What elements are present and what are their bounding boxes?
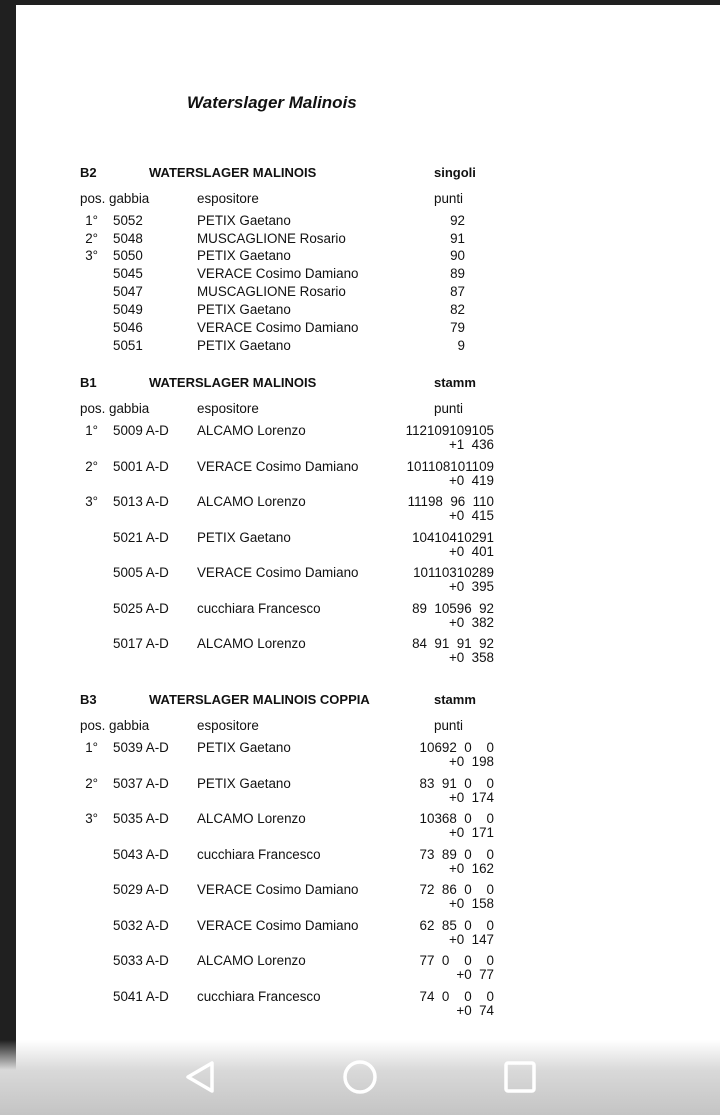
section-code: B1 bbox=[80, 375, 97, 390]
row-position: 3° bbox=[85, 811, 98, 826]
row-cage: 5017 A-D bbox=[113, 636, 169, 651]
table-row bbox=[16, 319, 720, 337]
row-exhibitor: MUSCAGLIONE Rosario bbox=[197, 284, 346, 299]
row-total: +0 395 bbox=[448, 579, 494, 594]
table-row bbox=[16, 952, 720, 988]
table-row bbox=[16, 230, 720, 248]
table-row bbox=[16, 775, 720, 811]
row-total: +0 401 bbox=[448, 544, 494, 559]
home-button[interactable] bbox=[340, 1057, 380, 1097]
row-exhibitor: VERACE Cosimo Damiano bbox=[197, 266, 359, 281]
row-exhibitor: PETIX Gaetano bbox=[197, 338, 291, 353]
row-cage: 5025 A-D bbox=[113, 601, 169, 616]
table-row bbox=[16, 600, 720, 636]
table-row bbox=[16, 212, 720, 230]
row-points: 79 bbox=[450, 320, 465, 335]
row-scores: 112109109105 bbox=[405, 423, 494, 438]
row-scores: 10368 0 0 bbox=[419, 811, 494, 826]
back-button[interactable] bbox=[181, 1057, 221, 1097]
row-exhibitor: PETIX Gaetano bbox=[197, 213, 291, 228]
section-code: B3 bbox=[80, 692, 97, 707]
table-row bbox=[16, 422, 720, 458]
row-points: 90 bbox=[450, 248, 465, 263]
row-total: +0 74 bbox=[456, 1003, 494, 1018]
row-scores: 101108101109 bbox=[406, 459, 494, 474]
row-points: 92 bbox=[450, 213, 465, 228]
row-exhibitor: PETIX Gaetano bbox=[197, 776, 291, 791]
navigation-bar bbox=[0, 1040, 720, 1115]
section-name: WATERSLAGER MALINOIS COPPIA bbox=[149, 692, 370, 707]
row-points: 89 bbox=[450, 266, 465, 281]
table-row bbox=[16, 917, 720, 953]
row-cage: 5037 A-D bbox=[113, 776, 169, 791]
row-cage: 5045 bbox=[113, 266, 143, 281]
row-scores: 73 89 0 0 bbox=[419, 847, 494, 862]
row-position: 2° bbox=[85, 231, 98, 246]
section-type: stamm bbox=[434, 692, 476, 707]
row-position: 2° bbox=[85, 459, 98, 474]
row-scores: 10110310289 bbox=[413, 565, 494, 580]
row-exhibitor: ALCAMO Lorenzo bbox=[197, 636, 306, 651]
row-exhibitor: ALCAMO Lorenzo bbox=[197, 423, 306, 438]
row-scores: 89 10596 92 bbox=[412, 601, 494, 616]
row-total: +1 436 bbox=[448, 437, 494, 452]
row-cage: 5029 A-D bbox=[113, 882, 169, 897]
row-total: +0 162 bbox=[448, 861, 494, 876]
row-cage: 5033 A-D bbox=[113, 953, 169, 968]
column-header-exhibitor: espositore bbox=[197, 401, 259, 416]
row-cage: 5035 A-D bbox=[113, 811, 169, 826]
row-points: 82 bbox=[450, 302, 465, 317]
row-total: +0 198 bbox=[448, 754, 494, 769]
row-position: 1° bbox=[85, 740, 98, 755]
recents-icon bbox=[500, 1057, 540, 1097]
row-exhibitor: VERACE Cosimo Damiano bbox=[197, 320, 359, 335]
row-exhibitor: ALCAMO Lorenzo bbox=[197, 811, 306, 826]
table-row bbox=[16, 846, 720, 882]
table-row bbox=[16, 881, 720, 917]
row-cage: 5050 bbox=[113, 248, 143, 263]
row-points: 87 bbox=[450, 284, 465, 299]
row-scores: 10692 0 0 bbox=[419, 740, 494, 755]
row-cage: 5013 A-D bbox=[113, 494, 169, 509]
column-header-points: punti bbox=[434, 718, 464, 733]
row-position: 1° bbox=[85, 423, 98, 438]
row-scores: 72 86 0 0 bbox=[419, 882, 494, 897]
column-header-pos-cage: pos. gabbia bbox=[80, 401, 150, 416]
row-cage: 5046 bbox=[113, 320, 143, 335]
row-scores: 83 91 0 0 bbox=[419, 776, 494, 791]
row-points: 91 bbox=[450, 231, 465, 246]
row-cage: 5039 A-D bbox=[113, 740, 169, 755]
recents-button[interactable] bbox=[500, 1057, 540, 1097]
row-scores: 84 91 91 92 bbox=[412, 636, 494, 651]
row-cage: 5043 A-D bbox=[113, 847, 169, 862]
row-exhibitor: cucchiara Francesco bbox=[197, 847, 321, 862]
row-exhibitor: PETIX Gaetano bbox=[197, 302, 291, 317]
row-cage: 5048 bbox=[113, 231, 143, 246]
table-row bbox=[16, 810, 720, 846]
row-scores: 10410410291 bbox=[412, 530, 494, 545]
row-cage: 5049 bbox=[113, 302, 143, 317]
row-exhibitor: PETIX Gaetano bbox=[197, 248, 291, 263]
row-position: 3° bbox=[85, 494, 98, 509]
row-exhibitor: VERACE Cosimo Damiano bbox=[197, 565, 359, 580]
table-row bbox=[16, 458, 720, 494]
row-total: +0 419 bbox=[448, 473, 494, 488]
table-row bbox=[16, 564, 720, 600]
column-header-exhibitor: espositore bbox=[197, 718, 259, 733]
row-total: +0 358 bbox=[448, 650, 494, 665]
row-exhibitor: PETIX Gaetano bbox=[197, 740, 291, 755]
row-scores: 11198 96 110 bbox=[407, 494, 494, 509]
home-icon bbox=[340, 1057, 380, 1097]
table-row bbox=[16, 247, 720, 265]
column-header-pos-cage: pos. gabbia bbox=[80, 191, 150, 206]
row-exhibitor: VERACE Cosimo Damiano bbox=[197, 882, 359, 897]
row-exhibitor: ALCAMO Lorenzo bbox=[197, 494, 306, 509]
row-exhibitor: ALCAMO Lorenzo bbox=[197, 953, 306, 968]
row-total: +0 158 bbox=[448, 896, 494, 911]
row-total: +0 77 bbox=[456, 967, 494, 982]
section-name: WATERSLAGER MALINOIS bbox=[149, 375, 317, 390]
column-header-pos-cage: pos. gabbia bbox=[80, 718, 150, 733]
row-cage: 5001 A-D bbox=[113, 459, 169, 474]
row-cage: 5041 A-D bbox=[113, 989, 169, 1004]
table-row bbox=[16, 988, 720, 1024]
row-total: +0 147 bbox=[448, 932, 494, 947]
row-total: +0 171 bbox=[448, 825, 494, 840]
row-cage: 5051 bbox=[113, 338, 143, 353]
table-row bbox=[16, 301, 720, 319]
row-scores: 77 0 0 0 bbox=[419, 953, 494, 968]
section-type: stamm bbox=[434, 375, 476, 390]
row-position: 1° bbox=[85, 213, 98, 228]
row-cage: 5052 bbox=[113, 213, 143, 228]
row-exhibitor: cucchiara Francesco bbox=[197, 989, 321, 1004]
table-row bbox=[16, 635, 720, 671]
back-icon bbox=[181, 1057, 221, 1097]
row-points: 9 bbox=[457, 338, 465, 353]
row-exhibitor: PETIX Gaetano bbox=[197, 530, 291, 545]
table-row bbox=[16, 265, 720, 283]
table-row bbox=[16, 283, 720, 301]
row-position: 2° bbox=[85, 776, 98, 791]
row-exhibitor: cucchiara Francesco bbox=[197, 601, 321, 616]
document-title: Waterslager Malinois bbox=[187, 93, 357, 112]
table-row bbox=[16, 337, 720, 355]
row-cage: 5009 A-D bbox=[113, 423, 169, 438]
row-total: +0 174 bbox=[448, 790, 494, 805]
row-total: +0 382 bbox=[448, 615, 494, 630]
row-exhibitor: VERACE Cosimo Damiano bbox=[197, 918, 359, 933]
table-row bbox=[16, 739, 720, 775]
table-row bbox=[16, 493, 720, 529]
column-header-points: punti bbox=[434, 191, 464, 206]
row-exhibitor: MUSCAGLIONE Rosario bbox=[197, 231, 346, 246]
document-page bbox=[16, 5, 720, 1115]
row-total: +0 415 bbox=[448, 508, 494, 523]
table-row bbox=[16, 529, 720, 565]
section-code: B2 bbox=[80, 165, 97, 180]
section-name: WATERSLAGER MALINOIS bbox=[149, 165, 317, 180]
row-cage: 5032 A-D bbox=[113, 918, 169, 933]
row-cage: 5047 bbox=[113, 284, 143, 299]
row-cage: 5005 A-D bbox=[113, 565, 169, 580]
row-cage: 5021 A-D bbox=[113, 530, 169, 545]
column-header-exhibitor: espositore bbox=[197, 191, 259, 206]
row-position: 3° bbox=[85, 248, 98, 263]
row-scores: 62 85 0 0 bbox=[419, 918, 494, 933]
section-type: singoli bbox=[434, 165, 476, 180]
row-scores: 74 0 0 0 bbox=[419, 989, 494, 1004]
column-header-points: punti bbox=[434, 401, 464, 416]
row-exhibitor: VERACE Cosimo Damiano bbox=[197, 459, 359, 474]
